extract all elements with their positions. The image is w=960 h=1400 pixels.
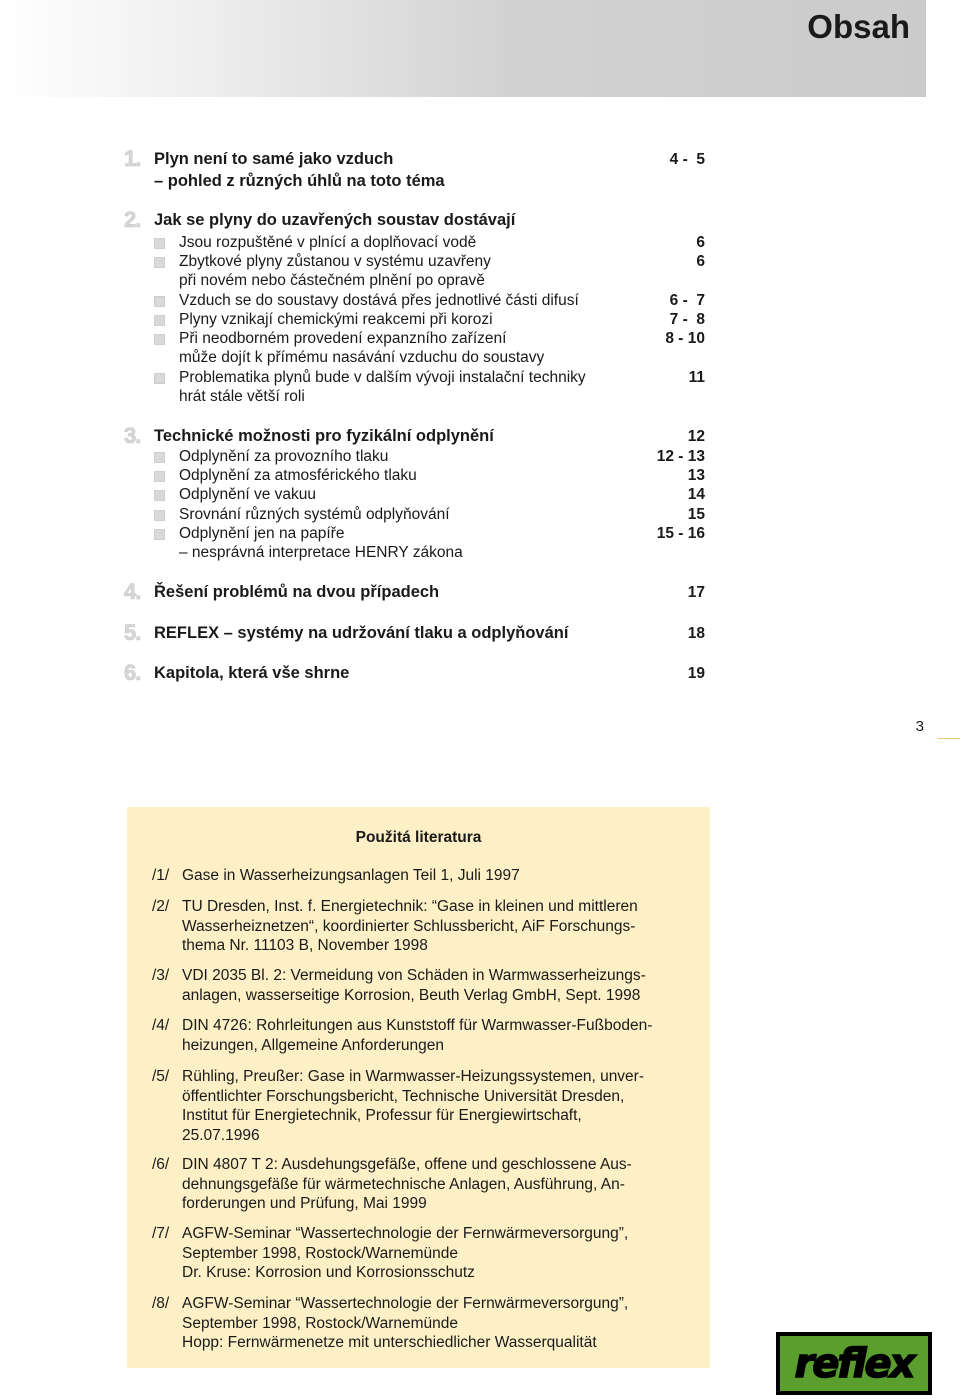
toc-page: 8 - 10 bbox=[665, 330, 705, 347]
bullet-square-icon bbox=[154, 373, 165, 384]
page-number-rule bbox=[938, 738, 960, 739]
toc-page: 6 bbox=[696, 234, 705, 251]
section-number: 4. bbox=[124, 579, 141, 604]
reference-text: AGFW-Seminar “Wassertechnologie der Fernwärmeversorgung”, September 1998, Rostock/Warnemünde Hopp: Fernwärmenetze mit unterschiedlicher Wasserqualität bbox=[182, 1295, 629, 1351]
reference-number: /3/ bbox=[152, 967, 170, 984]
bullet-square-icon bbox=[154, 334, 165, 345]
reference-number: /8/ bbox=[152, 1295, 170, 1312]
section-number: 6. bbox=[124, 660, 141, 685]
toc-section-title: Kapitola, která vše shrne bbox=[154, 664, 350, 682]
reference-number: /4/ bbox=[152, 1017, 170, 1034]
toc-item: Jsou rozpuštěné v plnící a doplňovací vodě bbox=[179, 234, 477, 251]
reference-text: Gase in Wasserheizungsanlagen Teil 1, Juli 1997 bbox=[182, 867, 520, 884]
bullet-square-icon bbox=[154, 452, 165, 463]
toc-section-title: Řešení problémů na dvou případech bbox=[154, 583, 440, 601]
bullet-square-icon bbox=[154, 529, 165, 540]
literature-title: Použitá literatura bbox=[355, 829, 482, 846]
reflex-logo bbox=[776, 1332, 932, 1395]
toc-item-continuation: hrát stále větší roli bbox=[179, 388, 305, 405]
section-number: 3. bbox=[124, 423, 141, 448]
toc-item: Vzduch se do soustavy dostává přes jednotlivé části difusí bbox=[179, 292, 579, 309]
literature-box bbox=[127, 807, 710, 1368]
toc-section-title: Plyn není to samé jako vzduch bbox=[154, 150, 394, 168]
section-number: 1. bbox=[124, 146, 141, 171]
toc-item: Odplynění jen na papíře bbox=[179, 525, 345, 542]
toc-section-subtitle: – pohled z různých úhlů na toto téma bbox=[154, 172, 445, 190]
logo-text: reflex bbox=[794, 1340, 914, 1387]
reference-text: AGFW-Seminar “Wassertechnologie der Fernwärmeversorgung”, September 1998, Rostock/Warnemünde Dr. Kruse: Korrosion und Korrosionsschutz bbox=[182, 1225, 629, 1281]
toc-page: 11 bbox=[688, 369, 705, 386]
bullet-square-icon bbox=[154, 510, 165, 521]
logo-green-panel bbox=[780, 1336, 928, 1391]
bullet-square-icon bbox=[154, 296, 165, 307]
toc-page: 19 bbox=[687, 665, 705, 682]
toc-item: Problematika plynů bude v dalším vývoji instalační techniky bbox=[179, 369, 586, 386]
reference-text: TU Dresden, Inst. f. Energietechnik: “Gase in kleinen und mittleren Wasserheiznetzen“, koordinierter Schlussbericht, AiF Forschungs- thema Nr. 11103 B, November 1998 bbox=[182, 898, 638, 954]
toc-page: 15 bbox=[687, 506, 705, 523]
bullet-square-icon bbox=[154, 471, 165, 482]
toc-page: 17 bbox=[687, 584, 705, 601]
toc-item: Odplynění za atmosférického tlaku bbox=[179, 467, 417, 484]
toc-section-title: REFLEX – systémy na udržování tlaku a odplyňování bbox=[154, 624, 569, 642]
bullet-square-icon bbox=[154, 257, 165, 268]
section-number: 2. bbox=[124, 207, 141, 232]
toc-item: Zbytkové plyny zůstanou v systému uzavřeny bbox=[179, 253, 491, 270]
bullet-square-icon bbox=[154, 490, 165, 501]
reference-text: VDI 2035 Bl. 2: Vermeidung von Schäden in Warmwasserheizungs- anlagen, wasserseitige Korrosion, Beuth Verlag GmbH, Sept. 1998 bbox=[182, 967, 646, 1004]
page-number: 3 bbox=[915, 718, 924, 735]
reference-number: /2/ bbox=[152, 898, 170, 915]
section-number: 5. bbox=[124, 620, 141, 645]
toc-page: 15 - 16 bbox=[656, 525, 705, 542]
reference-text: DIN 4807 T 2: Ausdehungsgefäße, offene und geschlossene Aus- dehnungsgefäße für wärmetechnische Anlagen, Ausführung, An- forderungen und Prüfung, Mai 1999 bbox=[182, 1156, 632, 1212]
toc-item: Plyny vznikají chemickými reakcemi při korozi bbox=[179, 311, 493, 328]
toc-page: 7 - 8 bbox=[669, 311, 705, 328]
toc-item-continuation: – nesprávná interpretace HENRY zákona bbox=[179, 544, 463, 561]
toc-item: Srovnání různých systémů odplyňování bbox=[179, 506, 450, 523]
reference-text: Rühling, Preußer: Gase in Warmwasser-Heizungssystemen, unver- öffentlichter Forschungsbericht, Technische Universität Dresden, Institut für Energietechnik, Professur für Energiewirtschaft, 25.07.1996 bbox=[182, 1068, 645, 1144]
toc-page: 14 bbox=[687, 486, 705, 503]
reference-text: DIN 4726: Rohrleitungen aus Kunststoff für Warmwasser-Fußboden- heizungen, Allgemeine Anforderungen bbox=[182, 1017, 653, 1054]
toc-item: Při neodborném provedení expanzního zařízení bbox=[179, 330, 507, 347]
header-band bbox=[0, 0, 926, 97]
page-title: Obsah bbox=[807, 8, 910, 45]
toc-section-title: Jak se plyny do uzavřených soustav dostávají bbox=[154, 211, 516, 229]
toc-page: 13 bbox=[687, 467, 705, 484]
toc-page: 4 - 5 bbox=[669, 151, 705, 168]
toc-item-continuation: může dojít k přímému nasávání vzduchu do soustavy bbox=[179, 349, 545, 366]
toc-page: 12 bbox=[687, 428, 705, 445]
reference-number: /7/ bbox=[152, 1225, 170, 1242]
reference-number: /5/ bbox=[152, 1068, 170, 1085]
toc-item: Odplynění za provozního tlaku bbox=[179, 448, 389, 465]
toc-page: 6 bbox=[696, 253, 705, 270]
reference-number: /1/ bbox=[152, 867, 170, 884]
toc-page: 18 bbox=[687, 625, 705, 642]
bullet-square-icon bbox=[154, 315, 165, 326]
reference-number: /6/ bbox=[152, 1156, 170, 1173]
toc-item-continuation: při novém nebo částečném plnění po opravě bbox=[179, 272, 485, 289]
toc-item: Odplynění ve vakuu bbox=[179, 486, 317, 503]
bullet-square-icon bbox=[154, 238, 165, 249]
toc-section-title: Technické možnosti pro fyzikální odplynění bbox=[154, 427, 494, 445]
toc-page: 6 - 7 bbox=[669, 292, 705, 309]
toc-page: 12 - 13 bbox=[656, 448, 705, 465]
